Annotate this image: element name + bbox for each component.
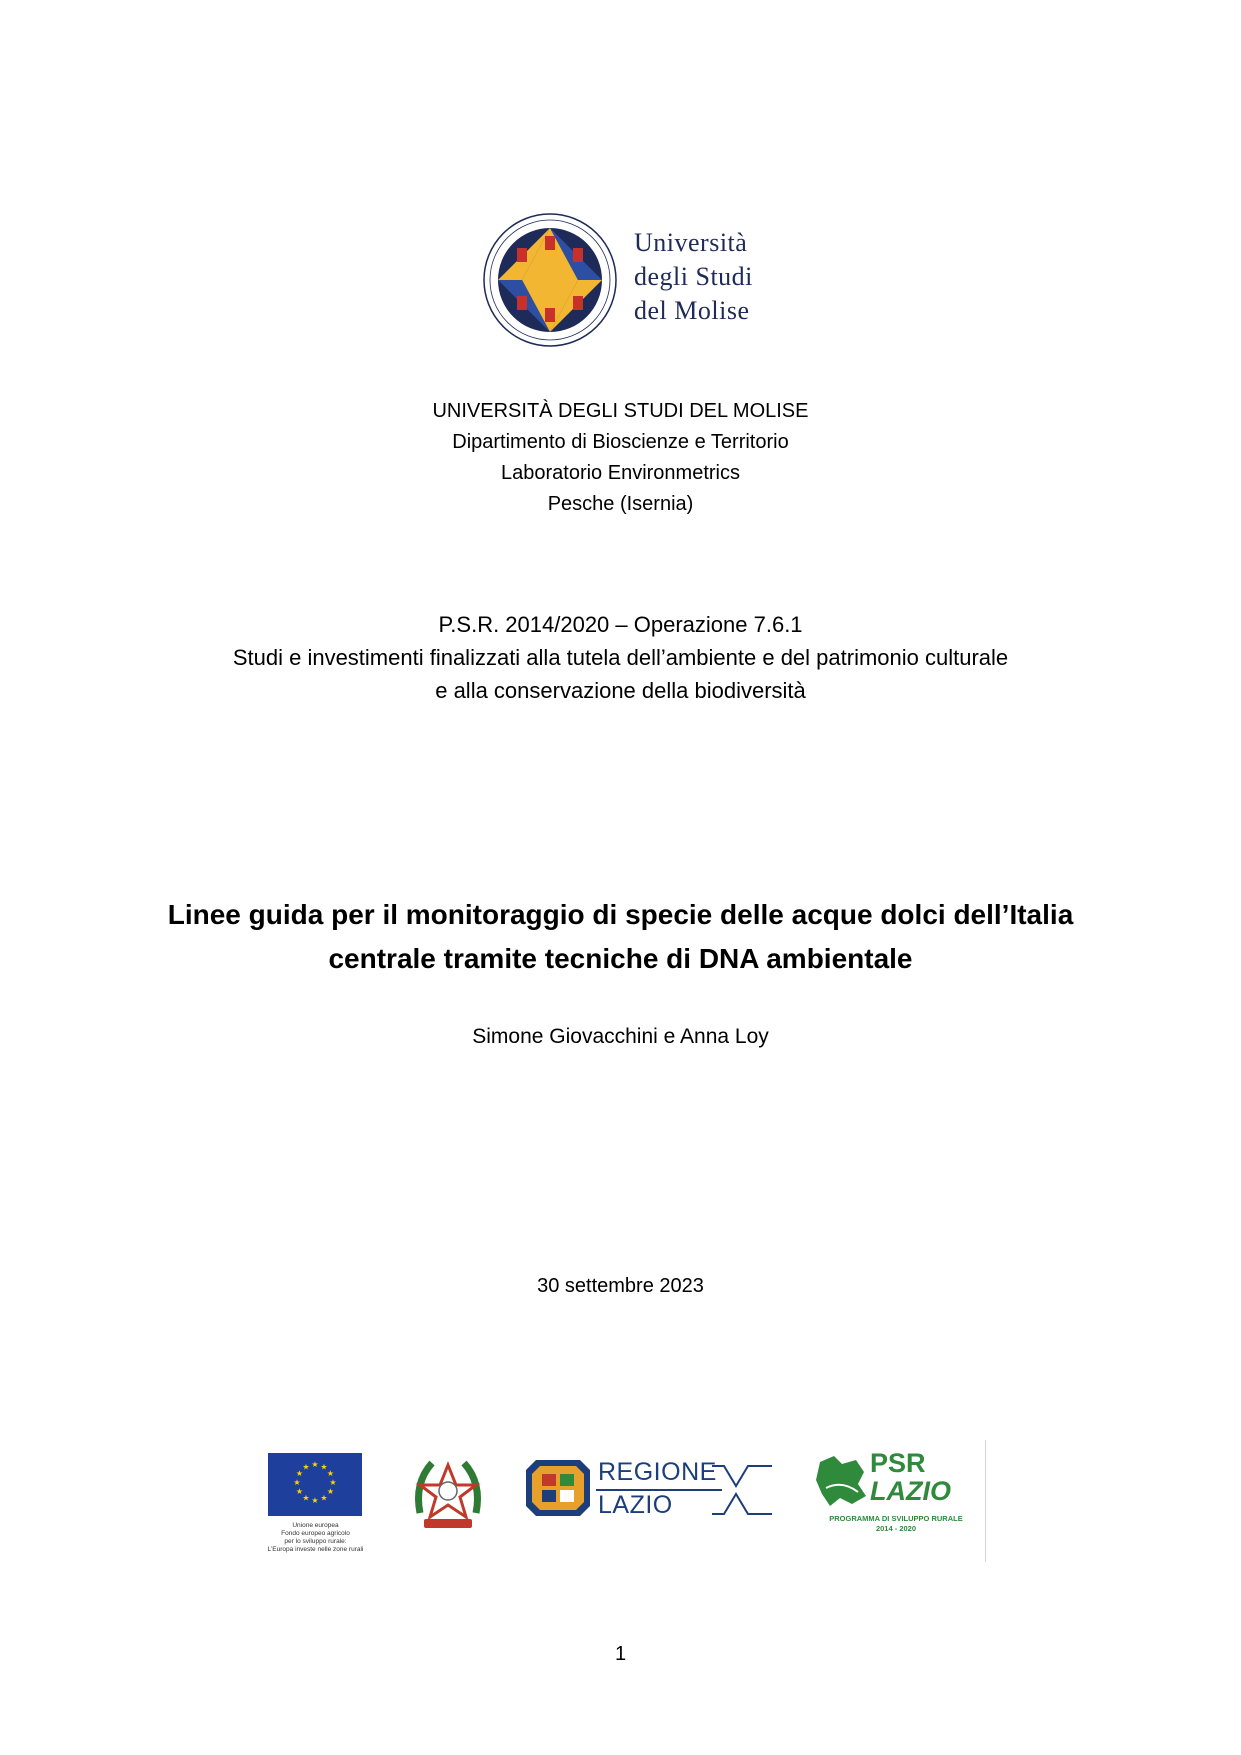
svg-text:★: ★	[293, 1478, 301, 1487]
svg-text:★: ★	[295, 1487, 304, 1496]
eu-caption-line-3: per lo sviluppo rurale:	[284, 1538, 347, 1545]
affiliation-department: Dipartimento di Bioscienze e Territorio	[452, 431, 789, 453]
wordmark-line-2: degli Studi	[634, 262, 753, 291]
eu-caption-line-4: L’Europa investe nelle zone rurali	[267, 1546, 364, 1553]
wordmark-line-1: Università	[634, 228, 748, 257]
svg-text:★: ★	[320, 1493, 328, 1503]
logo-divider	[985, 1440, 986, 1562]
project-description-line-2: e alla conservazione della biodiversità	[435, 678, 806, 703]
lazio-label: LAZIO	[598, 1491, 673, 1519]
affiliation-laboratory: Laboratorio Environmetrics	[501, 462, 740, 484]
university-logo	[482, 212, 772, 352]
svg-text:★: ★	[311, 1460, 319, 1469]
eu-caption-line-2: Fondo europeo agricolo	[281, 1530, 350, 1537]
italian-republic-emblem-icon	[410, 1453, 486, 1535]
document-title	[0, 893, 1241, 981]
svg-text:★: ★	[302, 1462, 310, 1472]
psr-subtitle: PROGRAMMA DI SVILUPPO RURALE	[829, 1514, 963, 1523]
project-block	[0, 608, 1241, 707]
svg-text:★: ★	[311, 1496, 319, 1505]
psr-years: 2014 - 2020	[875, 1524, 917, 1533]
affiliation-block	[0, 396, 1241, 520]
project-description-line-1: Studi e investimenti finalizzati alla tutela dell’ambiente e del patrimonio culturale	[232, 645, 1009, 670]
eu-flag-icon	[268, 1453, 362, 1516]
authors: Simone Giovacchini e Anna Loy	[472, 1025, 769, 1048]
eu-caption-line-1: Unione europea	[292, 1522, 339, 1529]
project-code: P.S.R. 2014/2020 – Operazione 7.6.1	[438, 612, 803, 637]
affiliation-location: Pesche (Isernia)	[547, 493, 694, 515]
affiliation-university: UNIVERSITÀ DEGLI STUDI DEL MOLISE	[432, 400, 809, 422]
psr-lazio-label: LAZIO	[870, 1476, 951, 1506]
wordmark-line-3: del Molise	[634, 296, 750, 325]
title-line-1: Linee guida per il monitoraggio di specie delle acque dolci dell’Italia	[167, 899, 1074, 930]
psr-lazio-logo	[812, 1448, 980, 1544]
title-line-2: centrale tramite tecniche di DNA ambientale	[328, 943, 913, 974]
eu-logo	[248, 1453, 383, 1563]
svg-text:★: ★	[320, 1462, 328, 1472]
svg-text:★: ★	[302, 1493, 310, 1503]
svg-text:★: ★	[326, 1469, 335, 1478]
regione-label: REGIONE	[598, 1458, 717, 1486]
page-number: 1	[614, 1643, 627, 1665]
svg-text:★: ★	[329, 1478, 337, 1487]
svg-text:★: ★	[295, 1469, 304, 1478]
lazio-region-map-icon	[812, 1452, 872, 1512]
svg-text:★: ★	[326, 1487, 335, 1496]
psr-label: PSR	[870, 1448, 926, 1478]
regione-lazio-logo	[526, 1456, 774, 1520]
publication-date: 30 settembre 2023	[537, 1275, 704, 1297]
university-seal-icon	[482, 212, 618, 348]
